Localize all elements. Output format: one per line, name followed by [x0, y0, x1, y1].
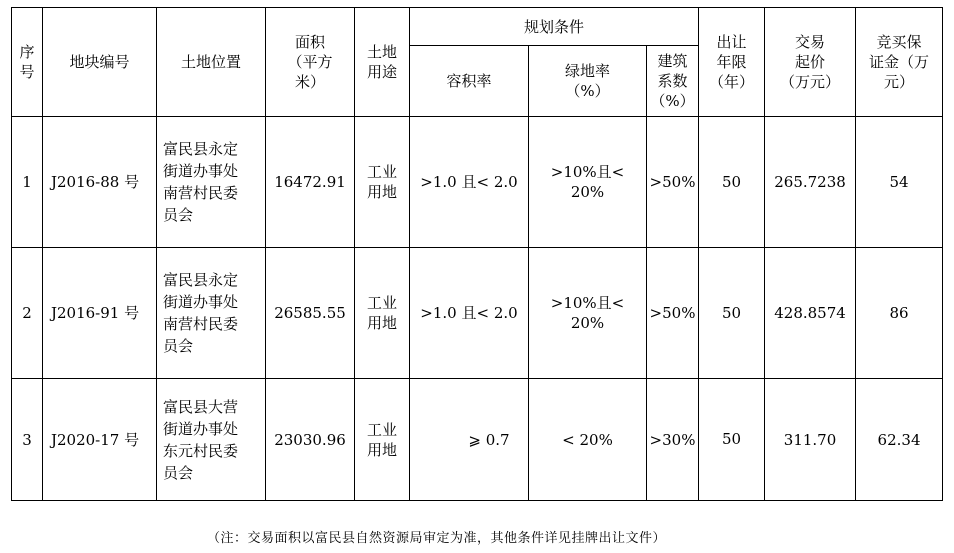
header-years: 出让 年限 （年） [699, 8, 765, 117]
cell-far: ⩾ 0.7 [410, 379, 529, 501]
cell-building-coef: >50% [647, 117, 699, 248]
land-parcel-table-container [11, 7, 942, 501]
cell-area: 23030.96 [266, 379, 355, 501]
header-planning-conditions: 规划条件 [410, 8, 699, 46]
cell-location: 富民县永定 街道办事处 南营村民委 员会 [157, 248, 266, 379]
header-start-price: 交易 起价 （万元） [765, 8, 856, 117]
cell-area: 16472.91 [266, 117, 355, 248]
header-index: 序 号 [12, 8, 43, 117]
cell-index: 1 [12, 117, 43, 248]
cell-land-use: 工业 用地 [355, 248, 410, 379]
cell-building-coef: >50% [647, 248, 699, 379]
header-building-coef: 建筑 系数 （%） [647, 46, 699, 117]
cell-land-use: 工业 用地 [355, 117, 410, 248]
header-deposit: 竞买保 证金（万 元） [856, 8, 943, 117]
cell-far: >1.0 且< 2.0 [410, 248, 529, 379]
cell-location: 富民县永定 街道办事处 南营村民委 员会 [157, 117, 266, 248]
header-land-use: 土地 用途 [355, 8, 410, 117]
table-row [12, 248, 943, 379]
header-green-rate: 绿地率 （%） [529, 46, 647, 117]
cell-parcel-no: J2020-17 号 [43, 379, 157, 501]
land-parcel-table [11, 7, 943, 501]
header-location: 土地位置 [157, 8, 266, 117]
table-row [12, 117, 943, 248]
cell-start-price: 311.70 [765, 379, 856, 501]
cell-start-price: 428.8574 [765, 248, 856, 379]
cell-deposit: 54 [856, 117, 943, 248]
cell-parcel-no: J2016-91 号 [43, 248, 157, 379]
cell-green-rate: < 20% [529, 379, 647, 501]
cell-years: 50 [699, 379, 765, 501]
cell-green-rate: >10%且< 20% [529, 117, 647, 248]
cell-years: 50 [699, 248, 765, 379]
cell-start-price: 265.7238 [765, 117, 856, 248]
header-far: 容积率 [410, 46, 529, 117]
table-row [12, 379, 943, 501]
cell-index: 3 [12, 379, 43, 501]
cell-building-coef: >30% [647, 379, 699, 501]
header-parcel-no: 地块编号 [43, 8, 157, 117]
footnote: （注：交易面积以富民县自然资源局审定为准，其他条件详见挂牌出让文件） [207, 531, 667, 546]
cell-location: 富民县大营 街道办事处 东元村民委 员会 [157, 379, 266, 501]
cell-deposit: 62.34 [856, 379, 943, 501]
cell-years: 50 [699, 117, 765, 248]
cell-far: >1.0 且< 2.0 [410, 117, 529, 248]
cell-index: 2 [12, 248, 43, 379]
cell-area: 26585.55 [266, 248, 355, 379]
cell-parcel-no: J2016-88 号 [43, 117, 157, 248]
cell-green-rate: >10%且< 20% [529, 248, 647, 379]
cell-deposit: 86 [856, 248, 943, 379]
cell-land-use: 工业 用地 [355, 379, 410, 501]
header-area: 面积 （平方 米） [266, 8, 355, 117]
